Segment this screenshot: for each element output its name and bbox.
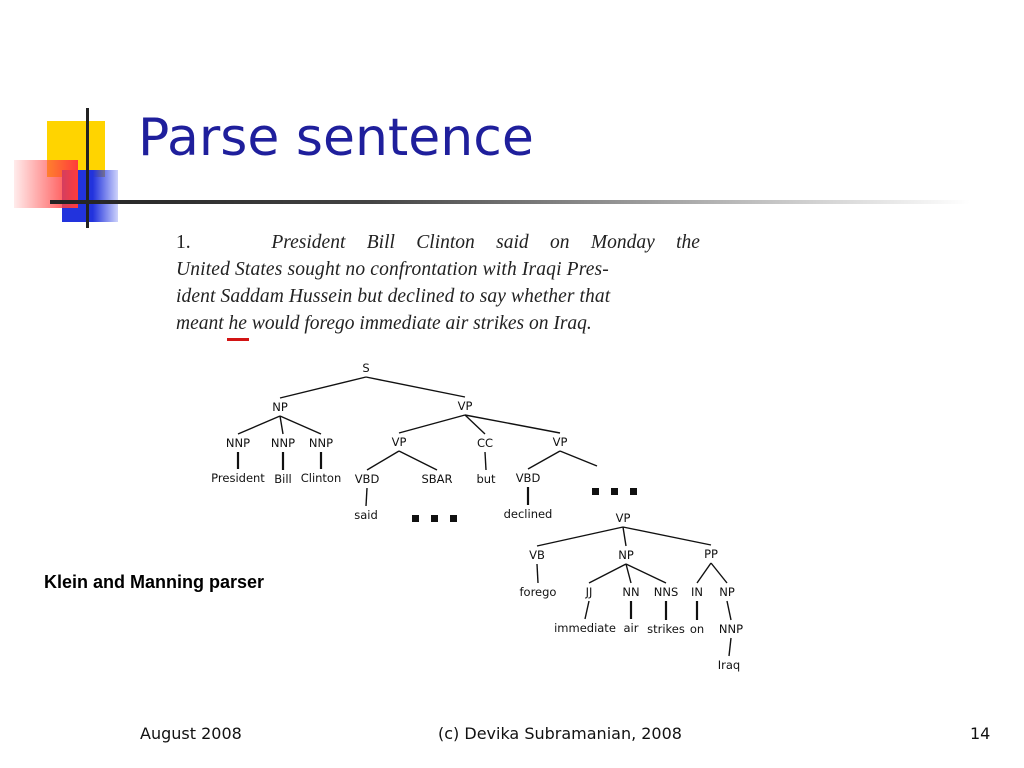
tree-node-strikes: strikes — [647, 622, 685, 636]
parse-tree-edges — [238, 377, 731, 656]
tree-node-pp: PP — [704, 547, 718, 561]
tree-node-np: NP — [272, 400, 288, 414]
tree-edge — [465, 415, 560, 433]
sentence-word: Clinton — [416, 232, 475, 253]
tree-edge — [399, 415, 465, 433]
tree-node-president: President — [211, 471, 265, 485]
tree-edge — [729, 638, 731, 656]
highlighted-pronoun: he — [229, 310, 247, 337]
sentence-word: said — [496, 232, 529, 253]
tree-edge — [485, 452, 486, 470]
tree-edge — [589, 564, 626, 583]
tree-node-s: S — [362, 361, 370, 375]
parser-caption: Klein and Manning parser — [44, 572, 265, 592]
tree-node-vbd1: VBD — [354, 472, 380, 486]
tree-node-vp3: VP — [615, 511, 631, 525]
tree-node-jj: JJ — [585, 585, 593, 599]
sentence-number: 1. — [176, 232, 191, 253]
tree-node-nn: NN — [622, 585, 640, 599]
tree-edge — [366, 377, 465, 397]
sentence-word: President — [271, 232, 346, 253]
parse-tree-labels — [211, 361, 743, 672]
tree-node-vp: VP — [457, 399, 473, 413]
sentence-text: would forego immediate air strikes on Iraq. — [251, 313, 592, 334]
tree-node-vbd2: VBD — [515, 471, 541, 485]
tree-node-nnp1: NNP — [225, 436, 251, 450]
tree-edge — [711, 563, 727, 583]
tree-node-declined: declined — [503, 507, 553, 521]
ellipsis-marker — [412, 515, 457, 522]
tree-edge — [537, 527, 623, 546]
tree-edge — [537, 564, 538, 583]
tree-edge — [585, 601, 589, 619]
tree-edge — [528, 451, 560, 469]
sentence-word: on — [550, 232, 570, 253]
tree-edge — [280, 416, 321, 434]
tree-node-nnp4: NNP — [718, 622, 744, 636]
tree-node-clinton: Clinton — [300, 471, 342, 485]
ellipsis-marker — [592, 488, 637, 495]
tree-edge — [280, 377, 366, 398]
footer-page-number: 14 — [970, 724, 991, 743]
tree-node-forego: forego — [519, 585, 557, 599]
tree-edge — [626, 564, 666, 583]
tree-node-cc: CC — [476, 436, 494, 450]
tree-node-nnp2: NNP — [270, 436, 296, 450]
tree-node-on: on — [689, 622, 705, 636]
tree-node-said: said — [354, 508, 378, 522]
tree-node-air: air — [623, 621, 639, 635]
tree-edge — [623, 527, 711, 545]
tree-node-sbar: SBAR — [421, 472, 453, 486]
sentence-word: Monday — [590, 232, 655, 253]
tree-edge — [560, 451, 597, 466]
tree-edge — [238, 416, 280, 434]
tree-node-np3: NP — [719, 585, 735, 599]
tree-node-vp1: VP — [391, 435, 407, 449]
tree-edge — [280, 416, 283, 434]
sentence-text: ident Saddam Hussein but declined to say whether that — [176, 286, 611, 307]
footer-date: August 2008 — [140, 724, 242, 743]
tree-node-nnp3: NNP — [308, 436, 334, 450]
tree-node-iraq: Iraq — [717, 658, 741, 672]
tree-edge — [727, 601, 731, 620]
tree-edge — [626, 564, 631, 583]
tree-node-np2: NP — [618, 548, 634, 562]
tree-node-but: but — [476, 472, 496, 486]
tree-node-vb: VB — [529, 548, 545, 562]
tree-node-bill: Bill — [274, 472, 292, 486]
tree-node-in: IN — [691, 585, 703, 599]
tree-edge — [399, 451, 437, 470]
tree-node-vp2: VP — [552, 435, 568, 449]
tree-edge — [697, 563, 711, 583]
sentence-text: meant — [176, 313, 224, 334]
tree-node-nns: NNS — [653, 585, 679, 599]
tree-node-immediate: immediate — [554, 621, 616, 635]
tree-edge — [366, 488, 367, 506]
slide-title: Parse sentence — [138, 108, 534, 168]
footer-copyright: (c) Devika Subramanian, 2008 — [438, 724, 682, 743]
sentence-word: the — [676, 232, 700, 253]
sentence-text: United States sought no confrontation with Iraqi Pres- — [176, 259, 609, 280]
tree-edge — [623, 527, 626, 546]
sentence-word: Bill — [366, 232, 395, 253]
tree-edge — [367, 451, 399, 470]
